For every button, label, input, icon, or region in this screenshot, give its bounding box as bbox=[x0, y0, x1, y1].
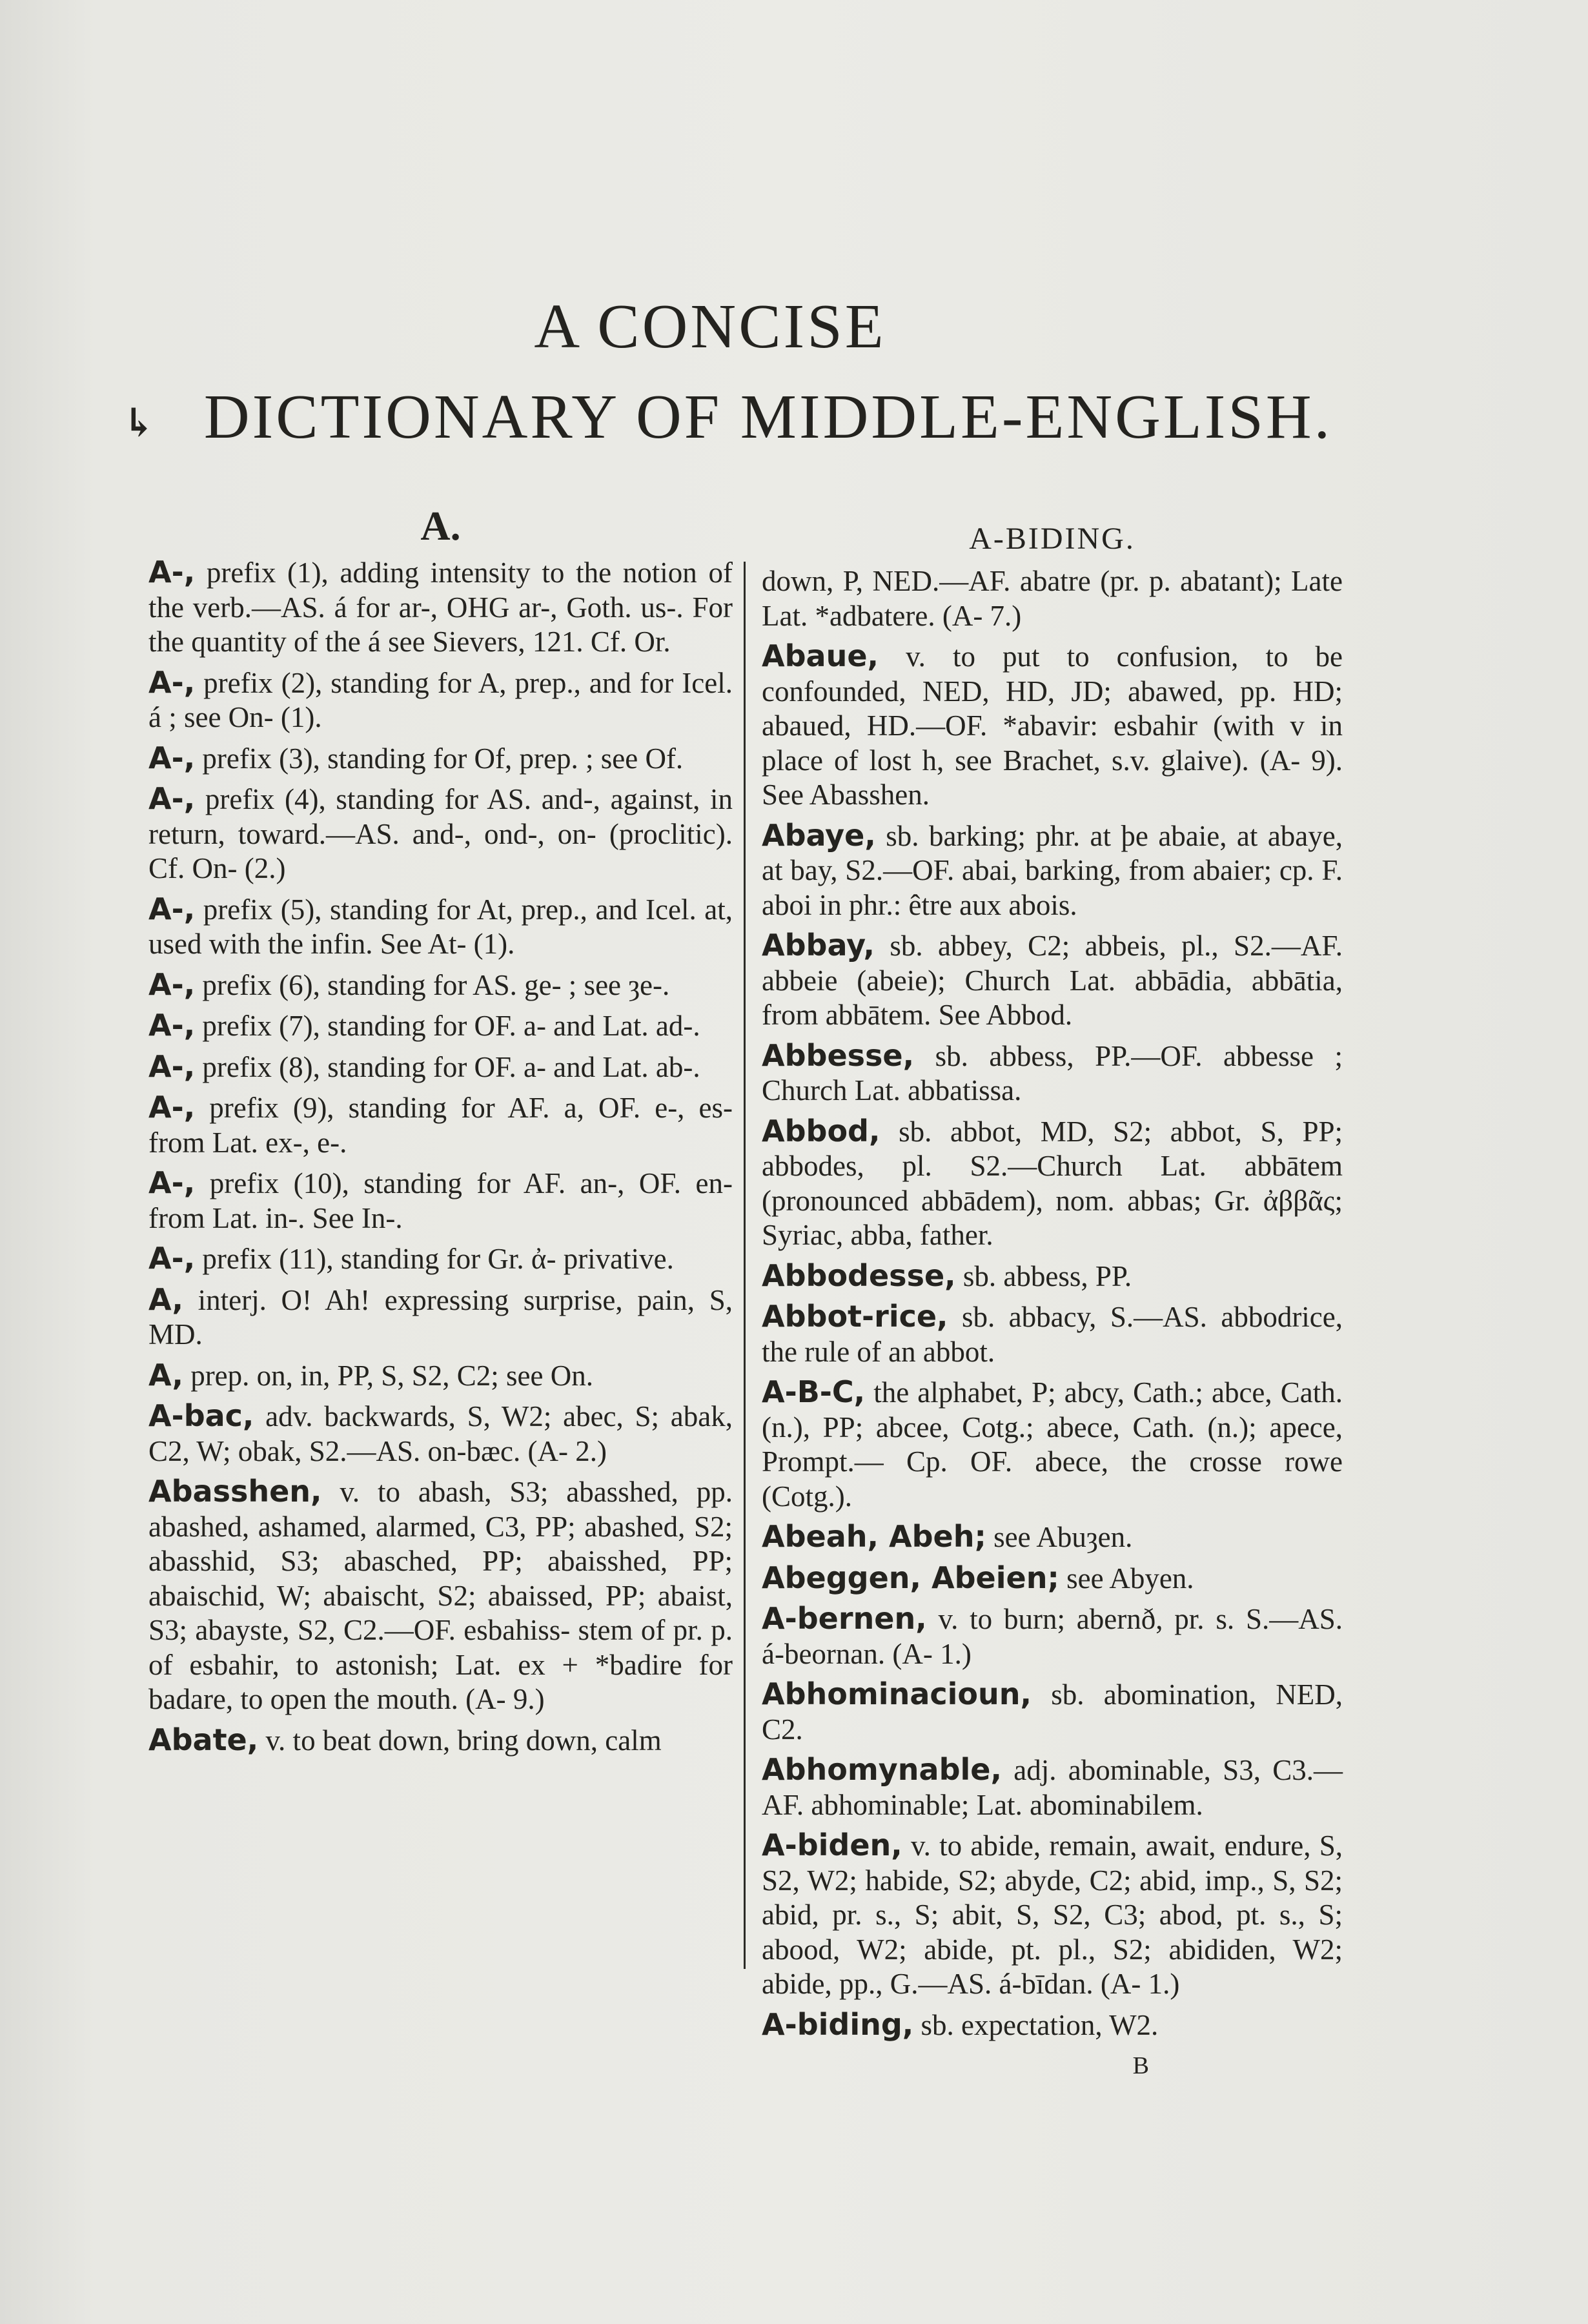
title-line-2: DICTIONARY OF MIDDLE-ENGLISH. bbox=[203, 382, 1333, 452]
right-entries bbox=[762, 639, 1343, 2043]
definition: prefix (6), standing for AS. ge- ; see ȝe-. bbox=[202, 968, 670, 1001]
headword: A-, bbox=[148, 781, 196, 816]
headword: A-biden, bbox=[762, 1828, 902, 1862]
headword: A-, bbox=[148, 1008, 196, 1043]
headword: A-, bbox=[148, 664, 196, 700]
definition: see Abuȝen. bbox=[993, 1521, 1133, 1553]
entry bbox=[148, 1399, 733, 1469]
entry bbox=[762, 1677, 1343, 1747]
definition: prefix (4), standing for AS. and-, against, in return, toward.—AS. and-, ond-, on- (proclitic). Cf. On- (2.) bbox=[148, 783, 733, 884]
entry bbox=[148, 1283, 733, 1352]
definition: sb. abbey, C2; abbeis, pl., S2.—AF. abbeie (abeie); Church Lat. abbādia, abbātia, from abbātem. See Abbod. bbox=[762, 930, 1343, 1031]
definition: sb. abbacy, S.—AS. abbodrice, the rule of an abbot. bbox=[762, 1301, 1343, 1368]
definition: prefix (7), standing for OF. a- and Lat. ad-. bbox=[202, 1010, 700, 1042]
margin-mark: ↳ bbox=[123, 402, 156, 444]
continuation-text: down, P, NED.—AF. abatre (pr. p. abatant); Late Lat. *adbatere. (A- 7.) bbox=[762, 565, 1343, 632]
headword: Abeggen, Abeien; bbox=[762, 1560, 1059, 1595]
right-column bbox=[762, 497, 1343, 2084]
headword: A-, bbox=[148, 966, 196, 1002]
entry bbox=[148, 741, 733, 777]
definition: the alphabet, P; abcy, Cath.; abce, Cath. (n.), PP; abcee, Cotg.; abece, Cath. (n.); apece, Prompt.— Cp. OF. abece, the crosse rowe (Cotg.). bbox=[762, 1376, 1343, 1513]
entry bbox=[148, 1008, 733, 1044]
definition: v. to burn; abernð, pr. s. S.—AS. á-beornan. (A- 1.) bbox=[762, 1603, 1343, 1670]
entry bbox=[762, 1602, 1343, 1671]
definition: prefix (1), adding intensity to the notion of the verb.—AS. á for ar-, OHG ar-, Goth. us-. For the quantity of the á see Sievers, 121. Cf. Or. bbox=[148, 556, 733, 658]
entry bbox=[148, 1050, 733, 1085]
entry bbox=[762, 1375, 1343, 1514]
definition: sb. barking; phr. at þe abaie, at abaye, at bay, S2.—OF. abai, barking, from abaier; cp. F. aboi in phr.: être aux abois. bbox=[762, 819, 1343, 921]
title-line-1: A CONCISE bbox=[534, 292, 886, 362]
definition: sb. abomination, NED, C2. bbox=[762, 1678, 1343, 1746]
entry bbox=[148, 892, 733, 962]
headword: Abaye, bbox=[762, 817, 876, 853]
headword: A-, bbox=[148, 1090, 196, 1125]
headword: A, bbox=[148, 1281, 183, 1317]
headword: Abate, bbox=[148, 1722, 259, 1757]
headword: Abeah, Abeh; bbox=[762, 1519, 986, 1554]
definition: prep. on, in, PP, S, S2, C2; see On. bbox=[190, 1359, 593, 1392]
definition: see Abyen. bbox=[1066, 1562, 1194, 1595]
entry bbox=[148, 555, 733, 660]
entry bbox=[762, 1561, 1343, 1596]
entry bbox=[762, 2008, 1343, 2043]
headword: Abaue, bbox=[762, 638, 879, 673]
entry bbox=[762, 1828, 1343, 2002]
headword: Abbay, bbox=[762, 928, 875, 963]
entry bbox=[762, 1753, 1343, 1822]
headword: Abbesse, bbox=[762, 1037, 915, 1073]
definition: adj. abominable, S3, C3.—AF. abhominable; Lat. abominabilem. bbox=[762, 1754, 1343, 1821]
headword: A-B-C, bbox=[762, 1374, 866, 1409]
headword: A-bac, bbox=[148, 1398, 254, 1433]
entry bbox=[148, 1166, 733, 1236]
entry bbox=[148, 968, 733, 1003]
headword: A, bbox=[148, 1357, 183, 1392]
definition: prefix (9), standing for AF. a, OF. e-, es- from Lat. ex-, e-. bbox=[148, 1092, 733, 1159]
entry bbox=[762, 639, 1343, 813]
entry bbox=[148, 666, 733, 735]
definition: prefix (10), standing for AF. an-, OF. en- from Lat. in-. See In-. bbox=[148, 1167, 733, 1234]
running-head: A-BIDING. bbox=[969, 522, 1135, 556]
entry bbox=[148, 1474, 733, 1717]
left-entries bbox=[148, 555, 733, 1758]
definition: sb. abbot, MD, S2; abbot, S, PP; abbodes, pl. S2.—Church Lat. abbātem (pronounced abbādem), nom. abbas; Gr. ἀββᾶς; Syriac, abba, father. bbox=[762, 1115, 1343, 1251]
signature-mark: B bbox=[1132, 2052, 1149, 2079]
entry bbox=[762, 928, 1343, 1033]
left-column bbox=[148, 497, 733, 1764]
entry bbox=[762, 1114, 1343, 1253]
headword: Abbodesse, bbox=[762, 1258, 956, 1293]
headword: A-, bbox=[148, 555, 196, 589]
entry bbox=[148, 1090, 733, 1160]
definition: v. to abide, remain, await, endure, S, S2, W2; habide, S2; abyde, C2; abid, imp., S, S2; abid, pr. s., S; abit, S, S2, C3; abod, pt. s., S; abood, W2; abide, pt. pl., S2; abididen, W2; abide, pp., G.—AS. á-bīdan. (A- 1.) bbox=[762, 1830, 1343, 2000]
section-head: A. bbox=[420, 503, 461, 549]
definition: prefix (3), standing for Of, prep. ; see Of. bbox=[202, 742, 684, 775]
definition: v. to beat down, bring down, calm bbox=[265, 1724, 662, 1757]
headword: A-, bbox=[148, 1048, 196, 1084]
entry bbox=[762, 1259, 1343, 1294]
headword: Abhominacioun, bbox=[762, 1677, 1032, 1711]
entry bbox=[148, 1723, 733, 1758]
definition: prefix (11), standing for Gr. ἀ- privative. bbox=[202, 1243, 674, 1275]
definition: sb. expectation, W2. bbox=[921, 2008, 1159, 2041]
definition: interj. O! Ah! expressing surprise, pain, S, MD. bbox=[148, 1283, 733, 1351]
headword: A-bernen, bbox=[762, 1601, 927, 1636]
headword: A-, bbox=[148, 1241, 196, 1276]
entry bbox=[762, 819, 1343, 923]
headword: A-, bbox=[148, 740, 196, 775]
headword: A-, bbox=[148, 1165, 196, 1200]
headword: Abhomynable, bbox=[762, 1752, 1002, 1787]
definition: adv. backwards, S, W2; abec, S; abak, C2, W; obak, S2.—AS. on-bæc. (A- 2.) bbox=[148, 1400, 733, 1467]
entry bbox=[762, 1300, 1343, 1369]
definition: sb. abbess, PP.—OF. abbesse ; Church Lat. abbatissa. bbox=[762, 1039, 1343, 1106]
headword: A-, bbox=[148, 891, 196, 926]
definition: sb. abbess, PP. bbox=[962, 1259, 1132, 1292]
definition: prefix (2), standing for A, prep., and for Icel. á ; see On- (1). bbox=[148, 666, 733, 733]
entry bbox=[148, 1241, 733, 1277]
headword: A-biding, bbox=[762, 2006, 914, 2042]
definition: prefix (5), standing for At, prep., and Icel. at, used with the infin. See At- (1). bbox=[148, 893, 733, 960]
definition: prefix (8), standing for OF. a- and Lat. ab-. bbox=[202, 1050, 700, 1083]
headword: Abbod, bbox=[762, 1113, 881, 1148]
definition: v. to abash, S3; abasshed, pp. abashed, ashamed, alarmed, C3, PP; abashed, S2; abasshid, S3; abasched, PP; abaisshed, PP; abaischid, W; abaischt, S2; abaissed, PP; abaist, S3; abayste, S2, C2.—OF. esbahiss- stem of pr. p. of esbahir, to astonish; Lat. ex + *badire for badare, to open the mouth. (A- 9.) bbox=[148, 1476, 733, 1715]
entry bbox=[762, 1039, 1343, 1108]
definition: v. to put to confusion, to be confounded, NED, HD, JD; abawed, pp. HD; abaued, HD.—OF. *abavir: esbahir (with v in place of lost h, see Brachet, s.v. glaive). (A- 9). See Abasshen. bbox=[762, 640, 1343, 811]
entry bbox=[148, 1358, 733, 1394]
headword: Abasshen, bbox=[148, 1474, 322, 1509]
entry bbox=[148, 782, 733, 886]
entry bbox=[762, 1520, 1343, 1555]
column-divider bbox=[744, 562, 746, 1969]
headword: Abbot-rice, bbox=[762, 1299, 948, 1334]
